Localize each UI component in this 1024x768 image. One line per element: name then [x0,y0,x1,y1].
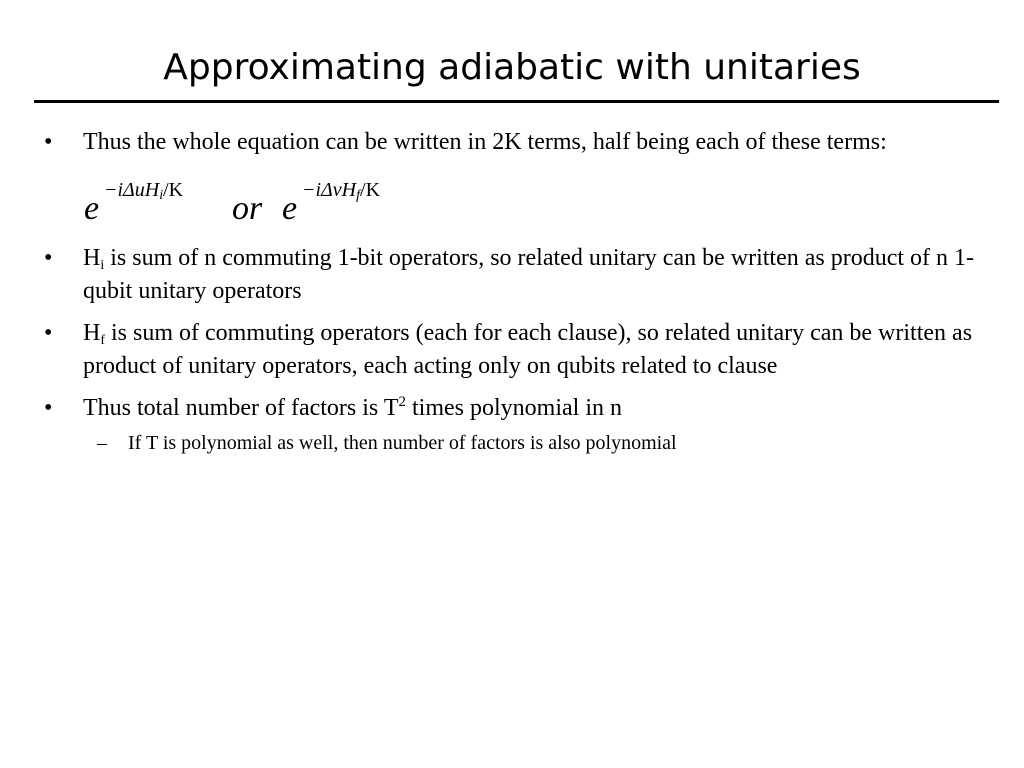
equation-base-2: e [282,190,298,227]
bullet-text [83,320,972,379]
equation-base-1: e [84,190,100,227]
sub-bullet-text: If T is polynomial as well, then number of factors is also polynomial [128,432,677,454]
bullet-marker: • [44,395,53,421]
bullet-item [42,126,992,159]
equation-exponent-2 [302,174,380,212]
exponent-2-sub: f [356,188,361,203]
bullet-item [42,317,992,383]
operator-subscript: i [100,258,105,273]
bullet-text-post: times polynomial in n [406,395,622,421]
exponent-1-tail: /K [163,179,184,201]
slide-title: Approximating adiabatic with unitaries [163,47,861,88]
bullet-item [42,242,992,308]
bullet-marker: • [44,320,53,346]
bullet-marker: • [44,245,53,271]
exponent-2-tail: /K [360,179,381,201]
superscript: 2 [398,394,406,410]
operator-subscript: f [100,333,106,348]
sub-bullet-marker: – [97,432,107,454]
bullet-text-rest: is sum of commuting operators (each for each clause), so related unitary can be written as product of unitary operators, each acting only on qubits related to clause [83,320,973,379]
bullet-text-pre: Thus total number of factors is T [83,395,399,421]
equation-or: or [232,190,263,227]
bullet-item [42,392,992,425]
title-underline [34,100,999,103]
bullet-text [83,395,622,421]
operator-symbol: H [83,245,101,271]
bullet-text: Thus the whole equation can be written in 2K terms, half being each of these terms: [83,129,887,155]
bullet-text-rest: is sum of n commuting 1-bit operators, so related unitary can be written as product of n 1-qubit unitary operators [83,245,975,304]
exponent-2-main: −iΔvH [302,179,357,201]
bullet-text [83,245,974,304]
exponent-1-main: −iΔuH [104,179,160,201]
bullet-marker: • [44,129,53,155]
equation [84,168,992,236]
exponent-1-sub: i [159,188,164,203]
operator-symbol: H [83,320,101,346]
slide-body [42,126,992,457]
equation-exponent-1 [104,174,183,212]
sub-bullet-item [42,429,992,457]
